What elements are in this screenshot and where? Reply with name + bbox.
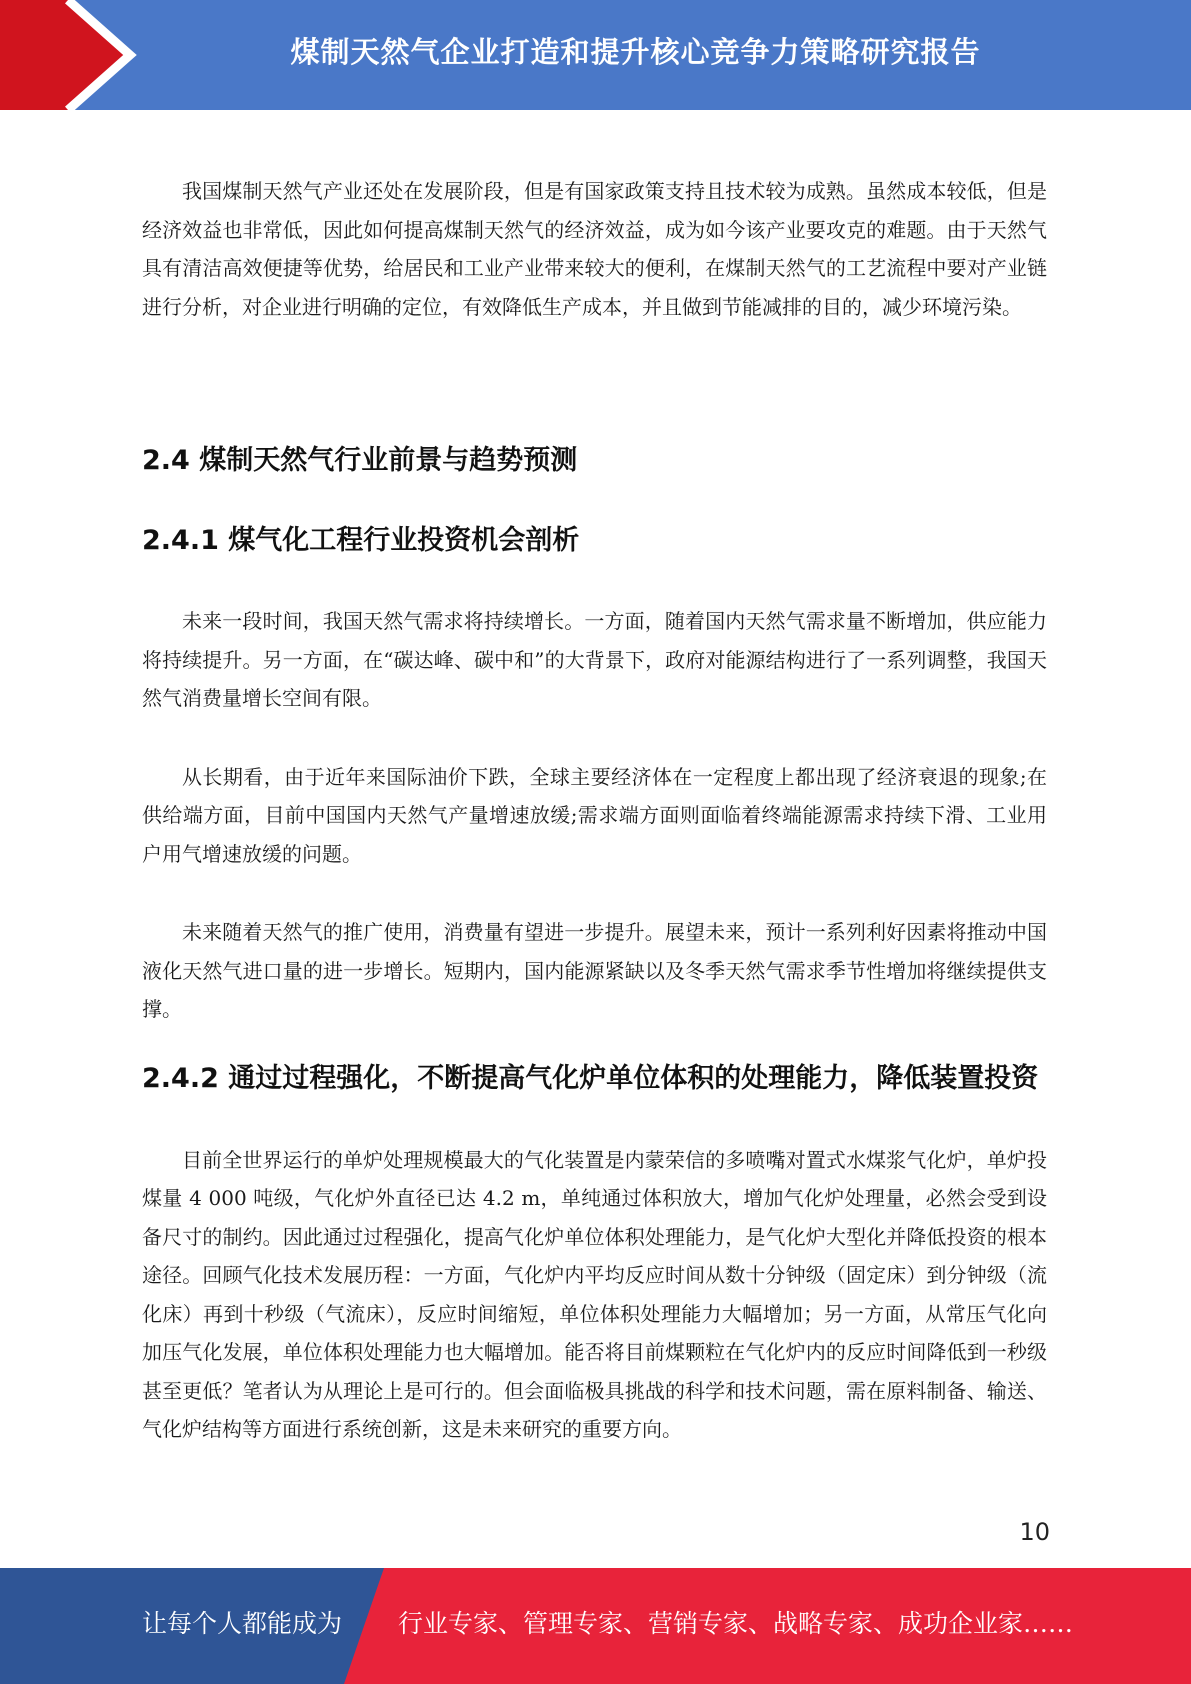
red-chevron-icon <box>0 0 160 110</box>
paragraph-2-4-1-b: 从长期看，由于近年来国际油价下跌，全球主要经济体在一定程度上都出现了经济衰退的现象;在供给端方面，目前中国国内天然气产量增速放缓;需求端方面则面临着终端能源需求持续下滑、工业用户用气增速放缓的问题。 <box>142 764 1047 866</box>
intro-paragraph: 我国煤制天然气产业还处在发展阶段，但是有国家政策支持且技术较为成熟。虽然成本较低，但是经济效益也非常低，因此如何提高煤制天然气的经济效益，成为如今该产业要攻克的难题。由于天然气具有清洁高效便捷等优势，给居民和工业产业带来较大的便利，在煤制天然气的工艺流程中要对产业链进行分析，对企业进行明确的定位，有效降低生产成本，并且做到节能减排的目的，减少环境污染。 <box>142 179 1047 319</box>
section-heading-2-4-2: 2.4.2 通过过程强化，不断提高气化炉单位体积的处理能力，降低装置投资 <box>142 1062 1039 1094</box>
paragraph-2-4-1-a: 未来一段时间，我国天然气需求将持续增长。一方面，随着国内天然气需求量不断增加，供应能力将持续提升。另一方面，在“碳达峰、碳中和”的大背景下，政府对能源结构进行了一系列调整，我国天然气消费量增长空间有限。 <box>142 609 1047 710</box>
paragraph-2-4-1-c: 未来随着天然气的推广使用，消费量有望进一步提升。展望未来，预计一系列利好因素将推动中国液化天然气进口量的进一步增长。短期内，国内能源紧缺以及冬季天然气需求季节性增加将继续提供支撑。 <box>142 920 1047 1021</box>
header-banner <box>0 0 1191 110</box>
paragraph-2-4-2: 目前全世界运行的单炉处理规模最大的气化装置是内蒙荣信的多喷嘴对置式水煤浆气化炉，单炉投煤量 4 000 吨级，气化炉外直径已达 4.2 m，单纯通过体积放大，增加气化炉处理量，必然会受到设备尺寸的制约。因此通过过程强化，提高气化炉单位体积处理能力，是气化炉大型化并降低投资的根本途径。回顾气化技术发展历程：一方面，气化炉内平均反应时间从数十分钟级（固定床）到分钟级（流化床）再到十秒级（气流床），反应时间缩短，单位体积处理能力大幅增加；另一方面，从常压气化向加压气化发展，单位体积处理能力也大幅增加。能否将目前煤颗粒在气化炉内的反应时间降低到一秒级甚至更低？笔者认为从理论上是可行的。但会面临极具挑战的科学和技术问题，需在原料制备、输送、气化炉结构等方面进行系统创新，这是未来研究的重要方向。 <box>142 1147 1047 1441</box>
page-content <box>142 172 1047 1449</box>
footer-slogan-right: 行业专家、管理专家、营销专家、战略专家、成功企业家…… <box>398 1609 1074 1638</box>
footer-banner <box>0 1568 1191 1684</box>
section-heading-2-4-1: 2.4.1 煤气化工程行业投资机会剖析 <box>142 525 580 556</box>
report-title: 煤制天然气企业打造和提升核心竞争力策略研究报告 <box>290 34 981 69</box>
section-heading-2-4: 2.4 煤制天然气行业前景与趋势预测 <box>142 445 578 476</box>
footer-slogan-left: 让每个人都能成为 <box>142 1609 343 1638</box>
page-number: 10 <box>1019 1518 1050 1546</box>
